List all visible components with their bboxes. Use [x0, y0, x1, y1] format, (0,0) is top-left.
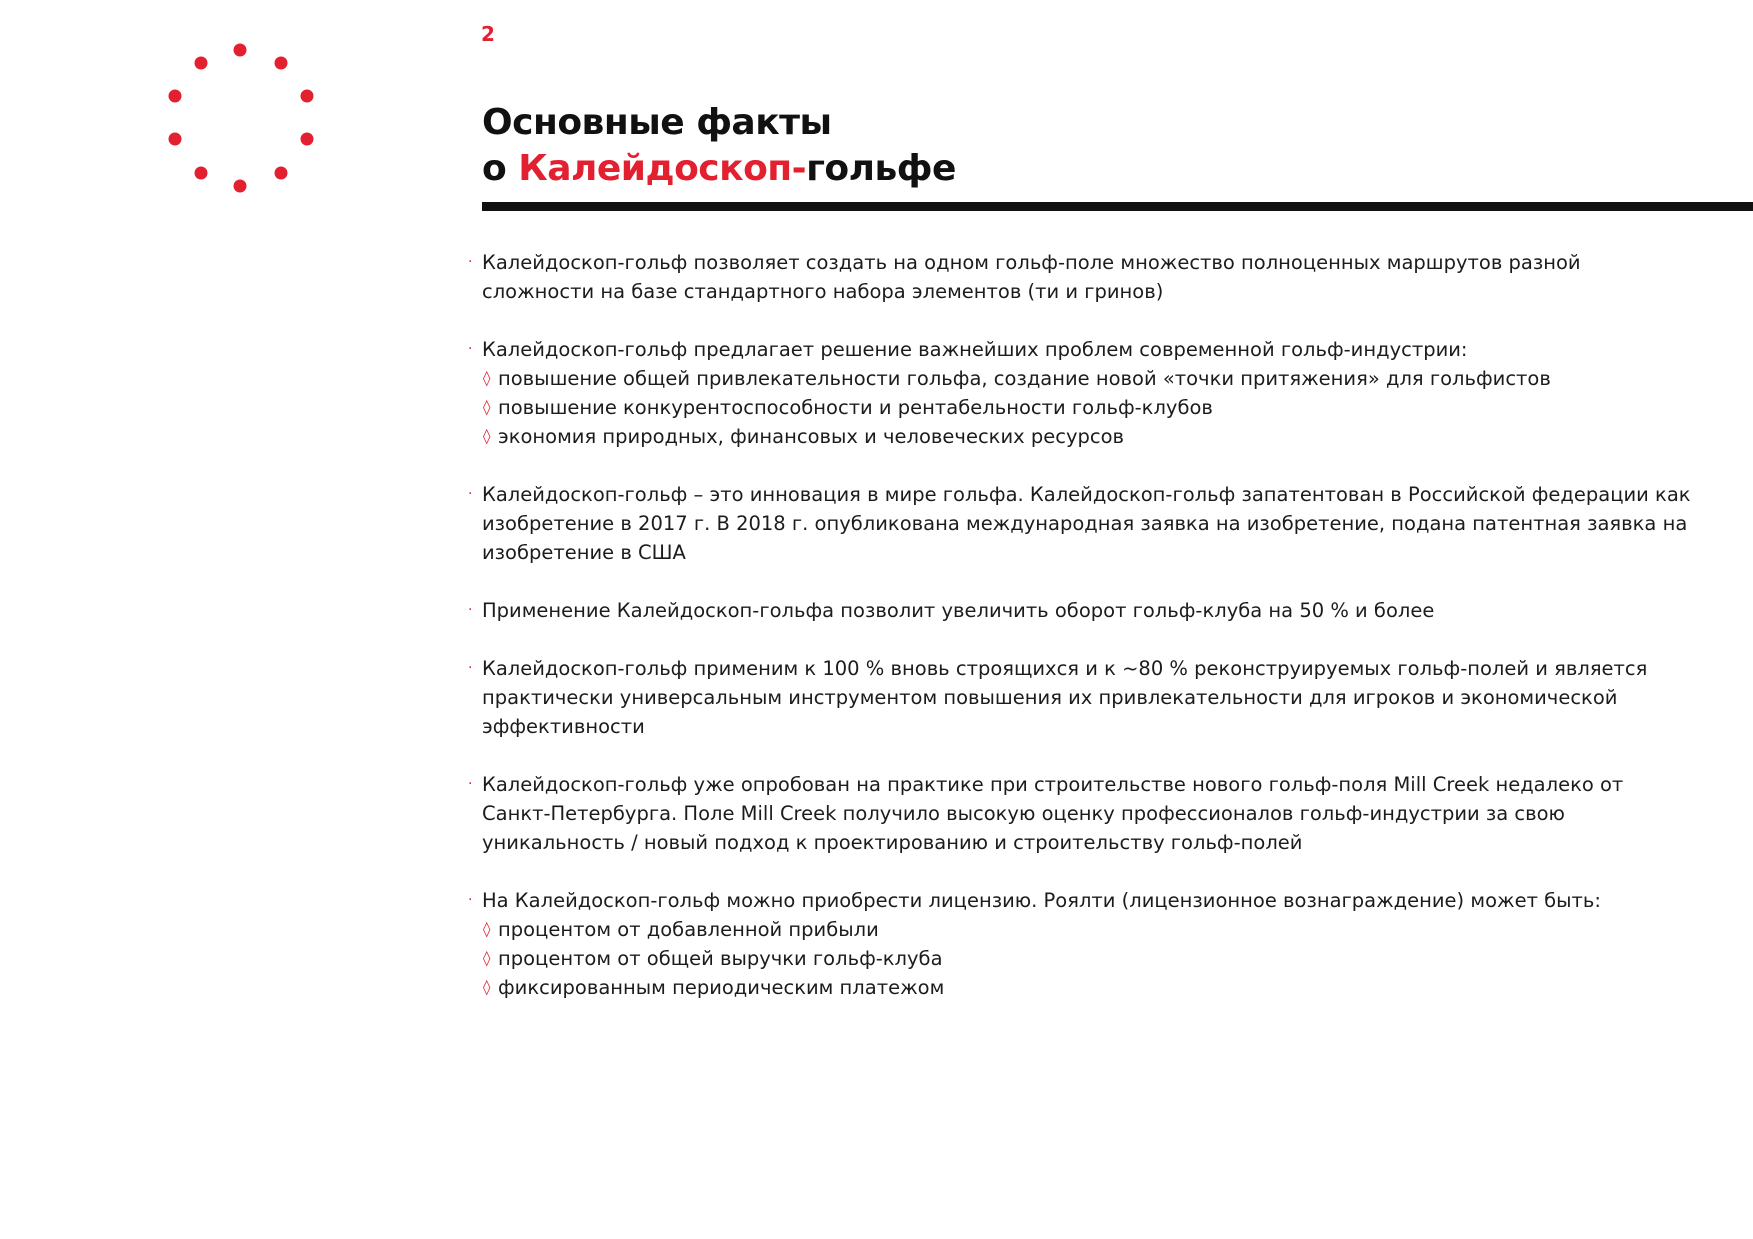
fact-text: Калейдоскоп-гольф применим к 100 % вновь строящихся и к ~80 % реконструируемых гольф-полей и является практически универсальным инструментом повышения их привлекательности для игроков и экономической эффективности [482, 657, 1648, 738]
title-divider [482, 202, 1753, 211]
sub-list-item [482, 364, 1696, 393]
sub-list-text: процентом от общей выручки гольф-клуба [498, 947, 943, 970]
diamond-icon: ◊ [483, 978, 491, 996]
sub-list-item [482, 973, 1696, 1002]
diamond-icon: ◊ [483, 427, 491, 445]
fact-text: Калейдоскоп-гольф уже опробован на практике при строительстве нового гольф-поля Mill Creek недалеко от Санкт-Петербурга. Поле Mill Creek получило высокую оценку профессионалов гольф-индустрии за свою уникальность / новый подход к проектированию и строительству гольф-полей [482, 773, 1624, 854]
dot-bullet-icon: · [468, 892, 473, 908]
sub-list-text: экономия природных, финансовых и человеческих ресурсов [498, 425, 1125, 448]
facts-list [466, 248, 1696, 1031]
dot-bullet-icon: · [468, 776, 473, 792]
dot-bullet-icon: · [468, 602, 473, 618]
sub-list-text: повышение конкурентоспособности и рентабельности гольф-клубов [498, 396, 1213, 419]
title-prefix: о [482, 148, 519, 189]
sub-list-item [482, 422, 1696, 451]
fact-text: Применение Калейдоскоп-гольфа позволит увеличить оборот гольф-клуба на 50 % и более [482, 599, 1435, 622]
fact-item [466, 480, 1696, 567]
dot-bullet-icon: · [468, 486, 473, 502]
title-accent: Калейдоскоп- [518, 148, 807, 189]
fact-item [466, 654, 1696, 741]
diamond-icon: ◊ [483, 920, 491, 938]
fact-item [466, 335, 1696, 451]
sub-list-item [482, 944, 1696, 973]
dot-bullet-icon: · [468, 341, 473, 357]
fact-item [466, 770, 1696, 857]
dot-circle-logo [160, 38, 320, 198]
diamond-icon: ◊ [483, 369, 491, 387]
dot-bullet-icon: · [468, 660, 473, 676]
sub-list-item [482, 393, 1696, 422]
title-line-1: Основные факты [482, 102, 832, 143]
sub-list [482, 915, 1696, 1002]
fact-text: Калейдоскоп-гольф позволяет создать на одном гольф-поле множество полноценных маршрутов разной сложности на базе стандартного набора элементов (ти и гринов) [482, 251, 1581, 303]
sub-list [482, 364, 1696, 451]
sub-list-text: фиксированным периодическим платежом [498, 976, 945, 999]
fact-text: На Калейдоскоп-гольф можно приобрести лицензию. Роялти (лицензионное вознаграждение) может быть: [482, 889, 1601, 912]
fact-text: Калейдоскоп-гольф предлагает решение важнейших проблем современной гольф-индустрии: [482, 338, 1468, 361]
sub-list-text: повышение общей привлекательности гольфа, создание новой «точки притяжения» для гольфистов [498, 367, 1551, 390]
sub-list-item [482, 915, 1696, 944]
sub-list-text: процентом от добавленной прибыли [498, 918, 879, 941]
diamond-icon: ◊ [483, 949, 491, 967]
dot-bullet-icon: · [468, 254, 473, 270]
diamond-icon: ◊ [483, 398, 491, 416]
fact-item [466, 886, 1696, 1002]
page-number: 2 [481, 22, 495, 46]
fact-text: Калейдоскоп-гольф – это инновация в мире гольфа. Калейдоскоп-гольф запатентован в Российской федерации как изобретение в 2017 г. В 2018 г. опубликована международная заявка на изобретение, подана патентная заявка на изобретение в США [482, 483, 1691, 564]
fact-item [466, 248, 1696, 306]
page-title [482, 100, 956, 192]
title-suffix: гольфе [806, 148, 956, 189]
fact-item [466, 596, 1696, 625]
